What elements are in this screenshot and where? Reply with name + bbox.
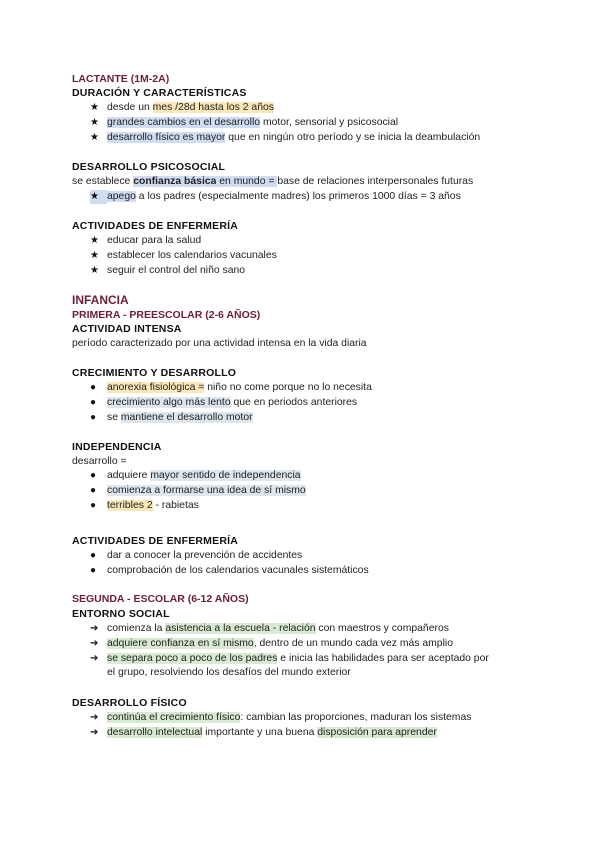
list-item: ★ grandes cambios en el desarrollo motor, sensorial y psicosocial	[90, 117, 399, 128]
subsection-title-segunda: SEGUNDA - ESCOLAR (6-12 AÑOS)	[72, 593, 249, 605]
section-title-infancia: INFANCIA	[72, 293, 129, 307]
list-item: ➔ comienza la asistencia a la escuela - relación con maestros y compañeros	[90, 623, 449, 634]
list-item: ● se mantiene el desarrollo motor	[90, 412, 253, 423]
paragraph: período caracterizado por una actividad intensa en la vida diaria	[72, 338, 367, 349]
list-item: ● comienza a formarse una idea de sí mismo	[90, 485, 306, 496]
heading-desarrollo-fisico: DESARROLLO FÍSICO	[72, 697, 187, 709]
list-item: ➔ se separa poco a poco de los padres e inicia las habilidades para ser aceptado por	[90, 653, 489, 664]
star-icon: ★	[90, 235, 99, 246]
paragraph: desarrollo =	[72, 456, 127, 467]
bullet-icon: ●	[90, 500, 97, 511]
bullet-icon: ●	[90, 397, 97, 408]
bullet-icon: ●	[90, 412, 97, 423]
bullet-icon: ●	[90, 382, 97, 393]
heading-crecimiento: CRECIMIENTO Y DESARROLLO	[72, 367, 237, 379]
star-icon: ★	[90, 117, 99, 128]
bullet-icon: ●	[90, 485, 97, 496]
list-item: ★ establecer los calendarios vacunales	[90, 250, 277, 261]
star-icon: ★	[90, 250, 99, 261]
bullet-icon: ●	[90, 470, 97, 481]
heading-actividad-intensa: ACTIVIDAD INTENSA	[72, 323, 182, 335]
list-item: ★ educar para la salud	[90, 235, 202, 246]
heading-actividades-enfermeria-2: ACTIVIDADES DE ENFERMERÍA	[72, 535, 239, 547]
list-item: ➔ adquiere confianza en sí mismo, dentro de un mundo cada vez más amplio	[90, 638, 453, 649]
heading-entorno-social: ENTORNO SOCIAL	[72, 608, 170, 620]
heading-psicosocial: DESARROLLO PSICOSOCIAL	[72, 161, 226, 173]
list-item: ● anorexia fisiológica = niño no come porque no lo necesita	[90, 382, 372, 393]
list-item-continuation: el grupo, resolviendo los desafíos del mundo exterior	[107, 667, 351, 678]
bullet-icon: ●	[90, 550, 97, 561]
subsection-title-primera: PRIMERA - PREESCOLAR (2-6 AÑOS)	[72, 309, 261, 321]
list-item: ● crecimiento algo más lento que en periodos anteriores	[90, 397, 358, 408]
heading-duracion: DURACIÓN Y CARACTERÍSTICAS	[72, 87, 247, 99]
arrow-icon: ➔	[90, 638, 99, 649]
star-icon: ★	[90, 102, 99, 113]
star-icon: ★	[90, 265, 99, 276]
list-item: ● adquiere mayor sentido de independencia	[90, 470, 301, 481]
bullet-icon: ●	[90, 565, 97, 576]
arrow-icon: ➔	[90, 727, 99, 738]
list-item: ➔ continúa el crecimiento físico: cambian las proporciones, maduran los sistemas	[90, 712, 472, 723]
star-icon: ★	[90, 132, 99, 143]
section-title-lactante: LACTANTE (1M-2A)	[72, 73, 170, 85]
paragraph: se establece confianza básica en mundo = base de relaciones interpersonales futuras	[72, 176, 474, 187]
heading-actividades-enfermeria: ACTIVIDADES DE ENFERMERÍA	[72, 220, 239, 232]
list-item: ➔ desarrollo intelectual importante y una buena disposición para aprender	[90, 727, 437, 738]
arrow-icon: ➔	[90, 712, 99, 723]
list-item: ● terribles 2 - rabietas	[90, 500, 199, 511]
list-item: ★ apego a los padres (especialmente madres) los primeros 1000 días = 3 años	[90, 191, 461, 202]
arrow-icon: ➔	[90, 653, 99, 664]
list-item: ● dar a conocer la prevención de accidentes	[90, 550, 303, 561]
arrow-icon: ➔	[90, 623, 99, 634]
list-item: ● comprobación de los calendarios vacunales sistemáticos	[90, 565, 369, 576]
list-item: ★ desde un mes /28d hasta los 2 años	[90, 102, 274, 113]
star-icon: ★	[90, 190, 107, 204]
list-item: ★ desarrollo físico es mayor que en ningún otro período y se inicia la deambulación	[90, 132, 481, 143]
list-item: ★ seguir el control del niño sano	[90, 265, 246, 276]
heading-independencia: INDEPENDENCIA	[72, 441, 162, 453]
